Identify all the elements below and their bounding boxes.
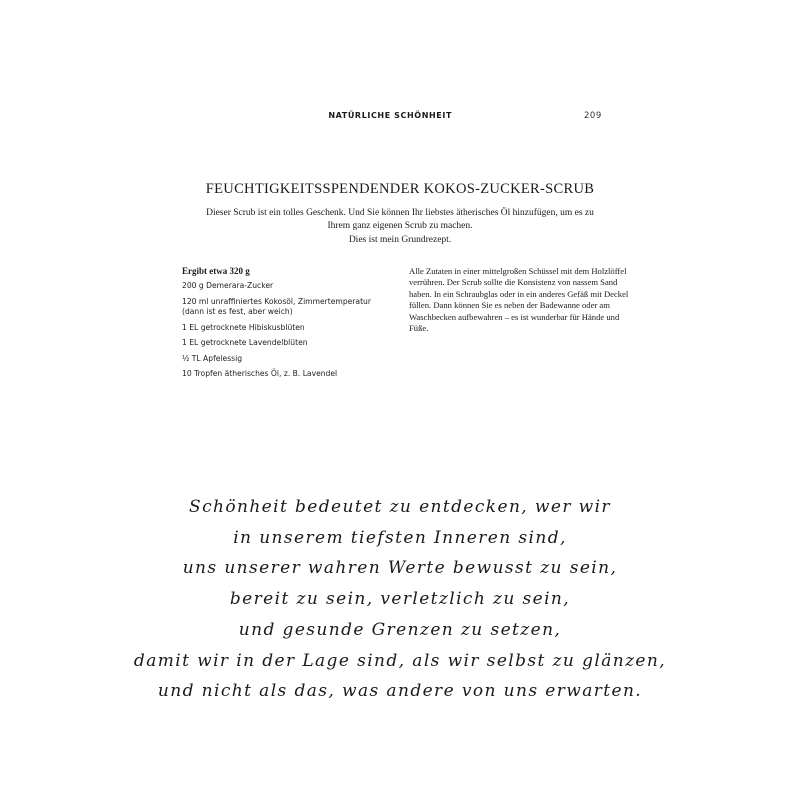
recipe-intro	[200, 207, 600, 249]
quote-line: und gesunde Grenzen zu setzen,	[238, 619, 562, 640]
quote-line: in unserem tiefsten Inneren sind,	[233, 527, 567, 548]
quote-line: Schönheit bedeutet zu entdecken, wer wir	[189, 497, 611, 517]
ingredients-column	[182, 266, 392, 385]
intro-paragraph: Dieser Scrub ist ein tolles Geschenk. Und Sie können Ihr liebstes ätherisches Öl hinzufügen, um es zu Ihrem ganz eigenen Scrub zu machen.	[206, 208, 594, 231]
ingredient-item: 1 EL getrocknete Lavendelblüten	[182, 338, 308, 347]
quote-line: uns unserer wahren Werte bewusst zu sein,	[182, 558, 618, 579]
ingredient-item: 1 EL getrocknete Hibiskusblüten	[182, 322, 305, 332]
recipe-yield: Ergibt etwa 320 g	[182, 266, 250, 276]
quote-line: damit wir in der Lage sind, als wir selbst zu glänzen,	[133, 650, 667, 671]
recipe-title: FEUCHTIGKEITSSPENDENDER KOKOS-ZUCKER-SCRUB	[205, 181, 595, 197]
page-number: 209	[584, 111, 602, 121]
recipe-method: Alle Zutaten in einer mittelgroßen Schüssel mit dem Holzlöffel verrühren. Der Scrub sollte die Konsistenz von nassem Sand haben. In ein Schraubglas oder in ein anderes Gefäß mit Deckel füllen. Dann können Sie es neben der Badewanne oder am Waschbecken aufbewahren – es ist wunderbar für Hände und Füße.	[409, 266, 629, 334]
ingredient-item: 120 ml unraffiniertes Kokosöl, Zimmertemperatur (dann ist es fest, aber weich)	[182, 296, 371, 316]
section-title: NATÜRLICHE SCHÖNHEIT	[328, 111, 452, 120]
ingredient-item: 200 g Demerara-Zucker	[182, 281, 274, 290]
quote	[0, 492, 800, 707]
intro-paragraph: Dies ist mein Grundrezept.	[348, 235, 452, 245]
running-head	[0, 111, 800, 125]
quote-line: und nicht als das, was andere von uns erwarten.	[157, 681, 643, 702]
quote-line: bereit zu sein, verletzlich zu sein,	[229, 589, 571, 610]
ingredient-list	[182, 281, 392, 380]
ingredient-item: ½ TL Apfelessig	[182, 353, 243, 363]
ingredient-item: 10 Tropfen ätherisches Öl, z. B. Lavendel	[182, 369, 338, 378]
